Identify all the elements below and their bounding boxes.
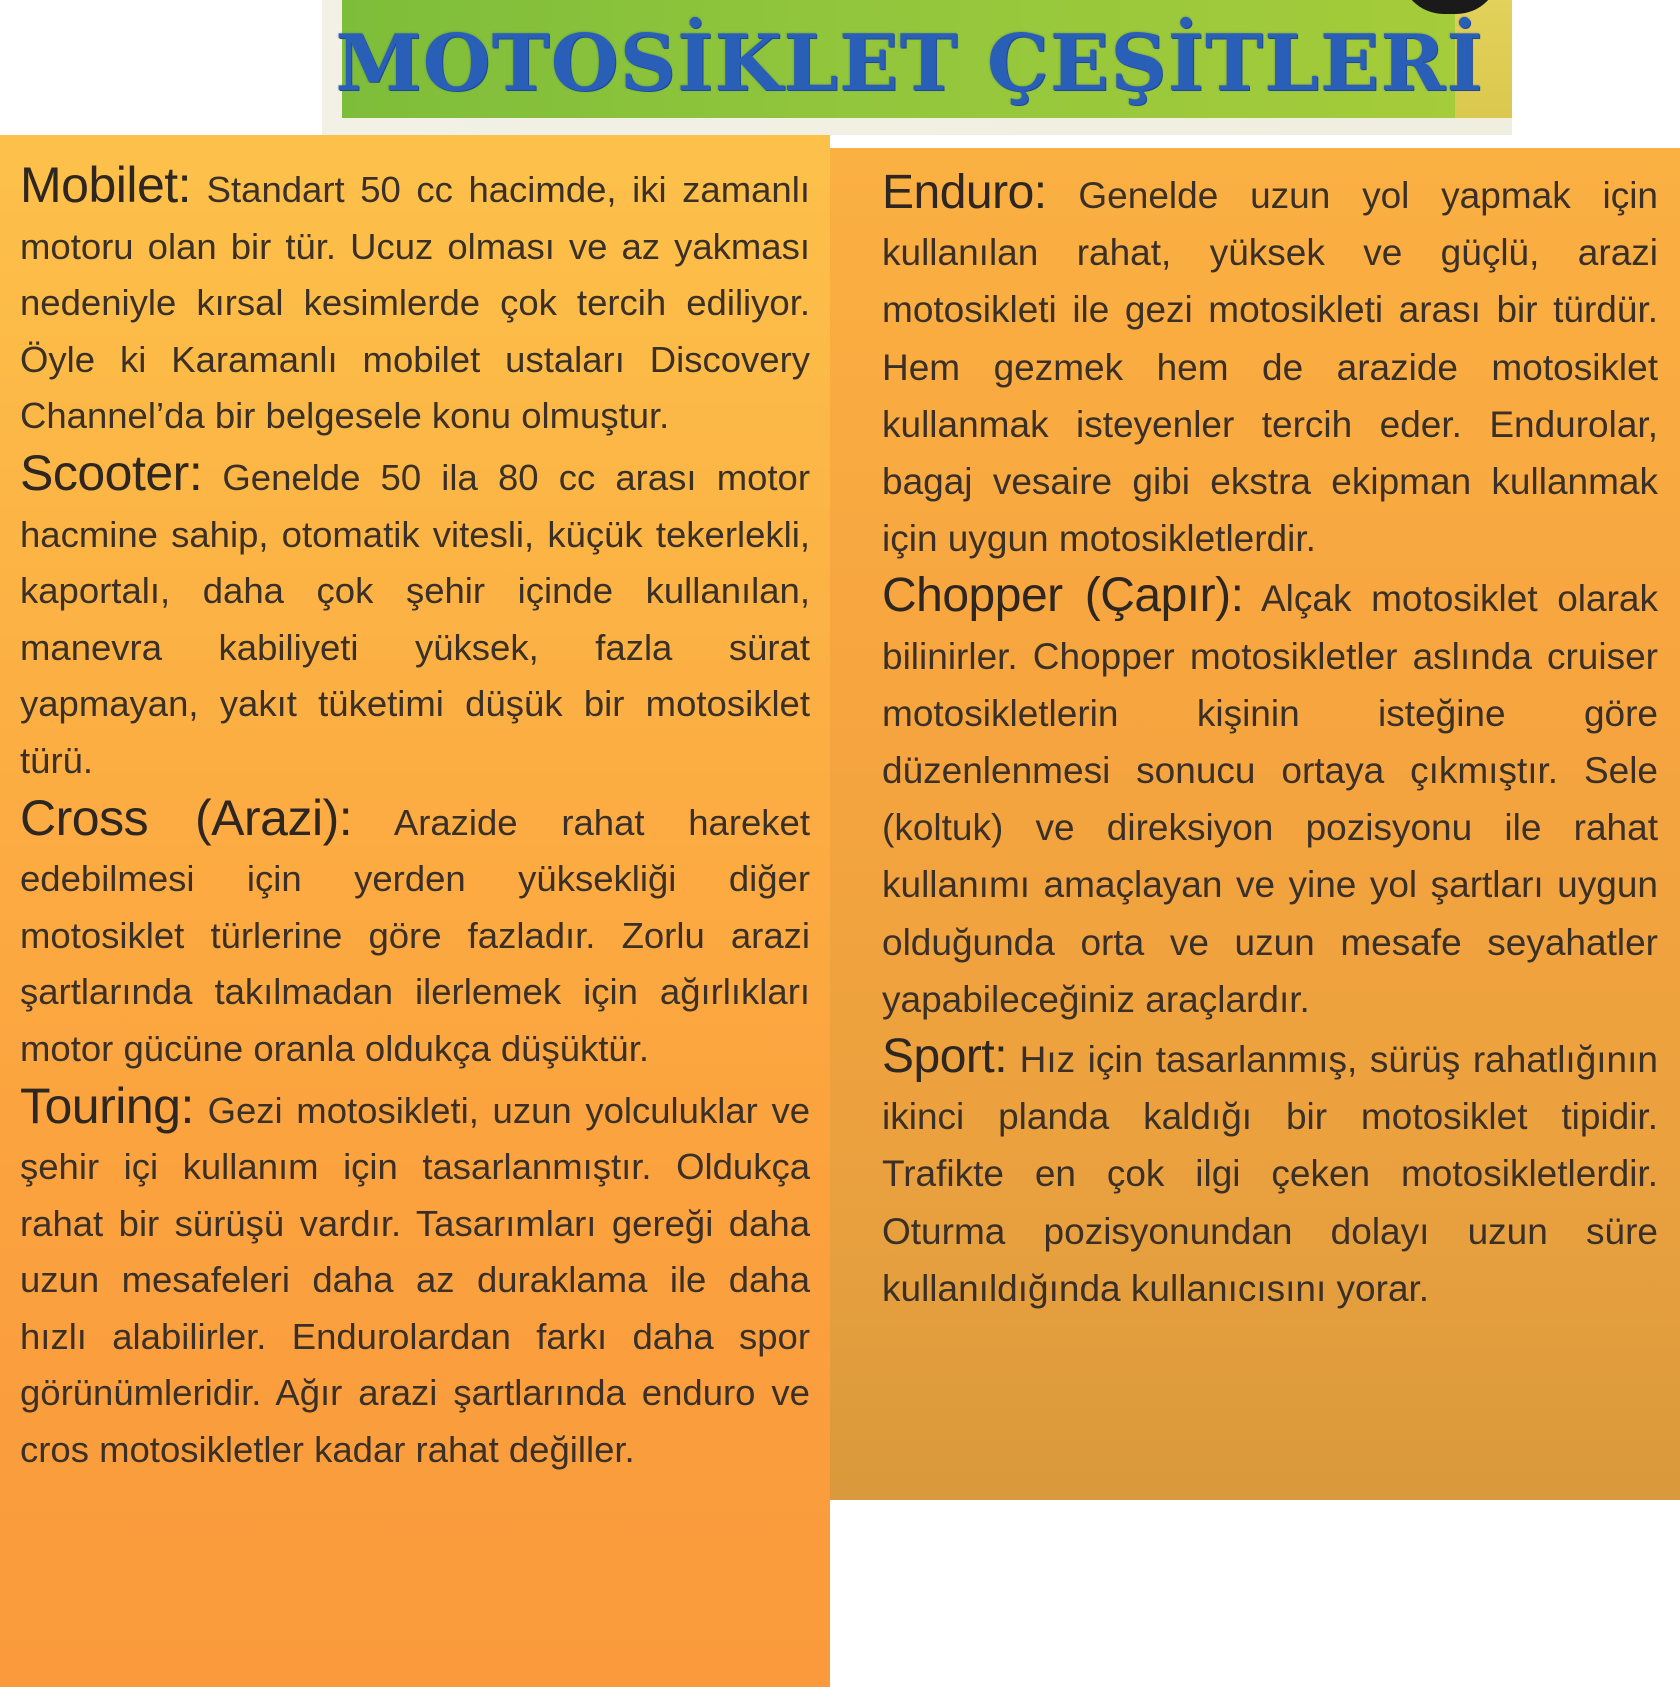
entry-enduro: [882, 164, 1658, 567]
entry-text: Hız için tasarlanmış, sürüş rahatlığının ikinci planda kaldığı bir motosiklet tipidir. Trafikte en çok ilgi çeken motosikletlerdir. Oturma pozisyonundan dolayı uzun süre kullanıldığında kullanıcısını yorar.: [882, 1039, 1658, 1309]
entry-term: Touring:: [20, 1077, 194, 1134]
entry-text: Genelde uzun yol yapmak için kullanılan rahat, yüksek ve güçlü, arazi motosikleti ile gezi motosikleti arası bir türdür. Hem gezmek hem de arazide motosiklet kullanmak isteyenler tercih eder. Endurolar, bagaj vesaire gibi ekstra ekipman kullanmak için uygun motosikletlerdir.: [882, 175, 1658, 560]
entry-term: Scooter:: [20, 444, 203, 501]
left-column: [0, 135, 830, 1687]
entry-mobilet: [20, 157, 810, 445]
entry-term: Enduro:: [882, 166, 1047, 219]
entry-sport: [882, 1028, 1658, 1317]
entry-cross: [20, 790, 810, 1078]
page-title: MOTOSİKLET ÇEŞİTLERİ: [335, 17, 1484, 109]
entry-text: Standart 50 cc hacimde, iki zamanlı motoru olan bir tür. Ucuz olması ve az yakması nedeniyle kırsal kesimlerde çok tercih ediliyor. Öyle ki Karamanlı mobilet ustaları Discovery Channel’da bir belgesele konu olmuştur.: [20, 169, 810, 437]
entry-text: Genelde 50 ila 80 cc arası motor hacmine sahip, otomatik vitesli, küçük tekerlekli, kaportalı, daha çok şehir içinde kullanılan, manevra kabiliyeti yüksek, fazla sürat yapmayan, yakıt tüketimi düşük bir motosiklet türü.: [20, 456, 810, 781]
entry-touring: [20, 1078, 810, 1479]
entry-text: Arazide rahat hareket edebilmesi için yerden yüksekliği diğer motosiklet türlerine göre fazladır. Zorlu arazi şartlarında takılmadan ilerlemek için ağırlıkları motor gücüne oranla oldukça düşüktür.: [20, 801, 810, 1069]
entry-term: Cross (Arazi):: [20, 789, 353, 846]
entry-term: Mobilet:: [20, 157, 192, 213]
right-column: [830, 148, 1680, 1500]
entry-text: Gezi motosikleti, uzun yolculuklar ve şehir içi kullanım için tasarlanmıştır. Oldukça rahat bir sürüşü vardır. Tasarımları gereği daha uzun mesafeleri daha az duraklama ile daha hızlı alabilirler. Endurolardan farkı daha spor görünümleridir. Ağır arazi şartlarında enduro ve cros motosikletler kadar rahat değiller.: [20, 1089, 810, 1471]
entry-term: Sport:: [882, 1030, 1008, 1084]
entry-text: Alçak motosiklet olarak bilinirler. Chopper motosikletler aslında cruiser motosikletlerin kişinin isteğine göre düzenlenmesi sonucu ortaya çıkmıştır. Sele (koltuk) ve direksiyon pozisyonu ile rahat kullanımı amaçlayan ve yine yol şartları uygun olduğunda orta ve uzun mesafe seyahatler yapabileceğiniz araçlardır.: [882, 578, 1658, 1020]
entry-term: Chopper (Çapır):: [882, 569, 1244, 623]
entry-scooter: [20, 445, 810, 790]
entry-chopper: [882, 567, 1658, 1028]
